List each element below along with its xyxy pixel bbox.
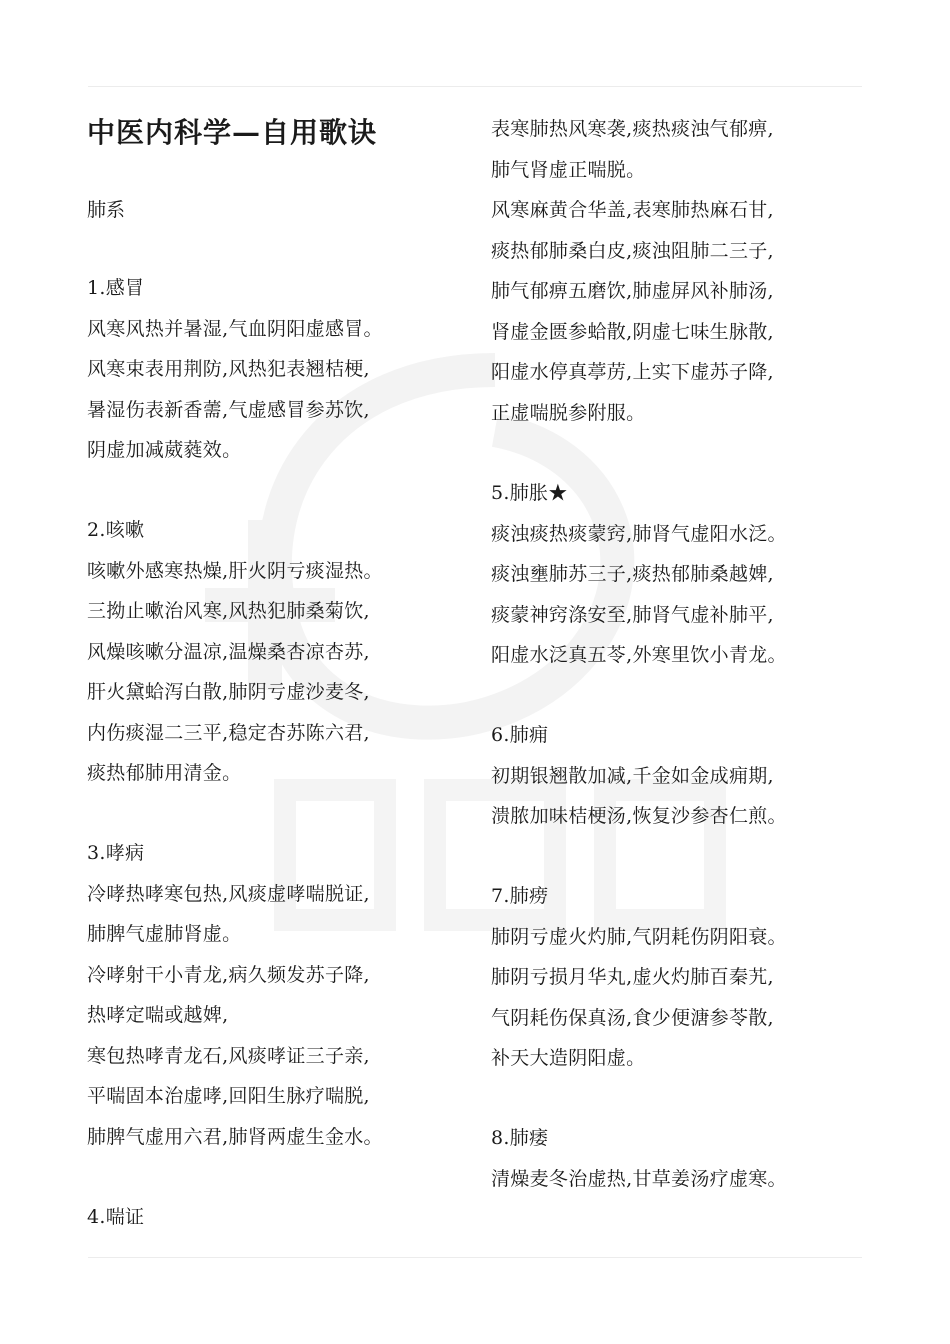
entry-heading: 2.咳嗽 [87,519,145,541]
entry-feizhang [491,473,787,676]
entry-ganmao [87,268,383,471]
verse-line: 清燥麦冬治虚热,甘草姜汤疗虚寒。 [491,1167,787,1190]
entry-feilao [491,876,787,1079]
entry-heading: 8.肺痿 [491,1127,549,1149]
page-title: 中医内科学—自用歌诀 [87,116,378,149]
entry-chuanzheng-cont [491,109,774,433]
verse-line: 痰浊壅肺苏三子,痰热郁肺桑越婢, [491,563,774,585]
section-heading: 肺系 [87,199,126,221]
entry-kesou [87,510,383,794]
verse-line: 肺脾气虚用六君,肺肾两虚生金水。 [87,1125,383,1148]
verse-line: 肾虚金匮参蛤散,阴虚七味生脉散, [491,320,774,343]
verse-line: 风寒麻黄合华盖,表寒肺热麻石甘, [491,199,774,221]
bottom-divider [88,1257,862,1258]
entry-chuanzheng [87,1197,144,1238]
verse-line: 痰热郁肺桑白皮,痰浊阻肺二三子, [491,239,774,262]
verse-line: 风寒风热并暑湿,气血阴阳虚感冒。 [87,317,383,340]
top-divider [88,86,862,87]
verse-line: 咳嗽外感寒热燥,肝火阴亏痰湿热。 [87,559,383,582]
verse-line: 阳虚水泛真五苓,外寒里饮小青龙。 [491,644,787,666]
entry-xiaobing [87,833,383,1157]
verse-line: 肺脾气虚肺肾虚。 [87,923,242,945]
verse-line: 暑湿伤表新香薷,气虚感冒参苏饮, [87,398,370,421]
verse-line: 痰蒙神窍涤安至,肺肾气虚补肺平, [491,603,774,626]
entry-feiyong [491,715,787,837]
verse-line: 冷哮热哮寒包热,风痰虚哮喘脱证, [87,882,370,905]
verse-line: 肺气肾虚正喘脱。 [491,158,646,181]
verse-line: 三拗止嗽治风寒,风热犯肺桑菊饮, [87,600,370,622]
verse-line: 平喘固本治虚哮,回阳生脉疗喘脱, [87,1085,370,1107]
entry-feiwei [491,1118,787,1199]
entry-heading: 5.肺胀★ [491,482,568,504]
entry-heading: 6.肺痈 [491,724,549,746]
verse-line: 阴虚加减葳蕤效。 [87,439,242,461]
verse-line: 补天大造阴阳虚。 [491,1047,646,1069]
verse-line: 肺阴亏损月华丸,虚火灼肺百秦艽, [491,966,774,988]
verse-line: 痰浊痰热痰蒙窍,肺肾气虚阳水泛。 [491,522,787,545]
verse-line: 正虚喘脱参附服。 [491,401,646,424]
entry-heading: 1.感冒 [87,277,145,299]
verse-line: 肝火黛蛤泻白散,肺阴亏虚沙麦冬, [87,681,370,703]
verse-line: 寒包热哮青龙石,风痰哮证三子亲, [87,1044,370,1067]
verse-line: 痰热郁肺用清金。 [87,762,242,784]
verse-line: 初期银翘散加减,千金如金成痈期, [491,764,774,787]
verse-line: 气阴耗伤保真汤,食少便溏参苓散, [491,1006,774,1029]
verse-line: 肺阴亏虚火灼肺,气阴耗伤阴阳衰。 [491,925,787,948]
verse-line: 肺气郁痹五磨饮,肺虚屏风补肺汤, [491,280,774,302]
verse-line: 阳虚水停真葶苈,上实下虚苏子降, [491,361,774,383]
verse-line: 热哮定喘或越婢, [87,1004,229,1026]
verse-line: 冷哮射干小青龙,病久频发苏子降, [87,963,370,986]
entry-heading: 3.哮病 [87,842,145,864]
verse-line: 风寒束表用荆防,风热犯表翘桔梗, [87,358,370,380]
verse-line: 内伤痰湿二三平,稳定杏苏陈六君, [87,721,370,744]
verse-line: 溃脓加味桔梗汤,恢复沙参杏仁煎。 [491,805,787,827]
entry-heading: 4.喘证 [87,1206,145,1228]
entry-heading: 7.肺痨 [491,885,549,907]
verse-line: 风燥咳嗽分温凉,温燥桑杏凉杏苏, [87,640,370,663]
verse-line: 表寒肺热风寒袭,痰热痰浊气郁痹, [491,118,774,140]
